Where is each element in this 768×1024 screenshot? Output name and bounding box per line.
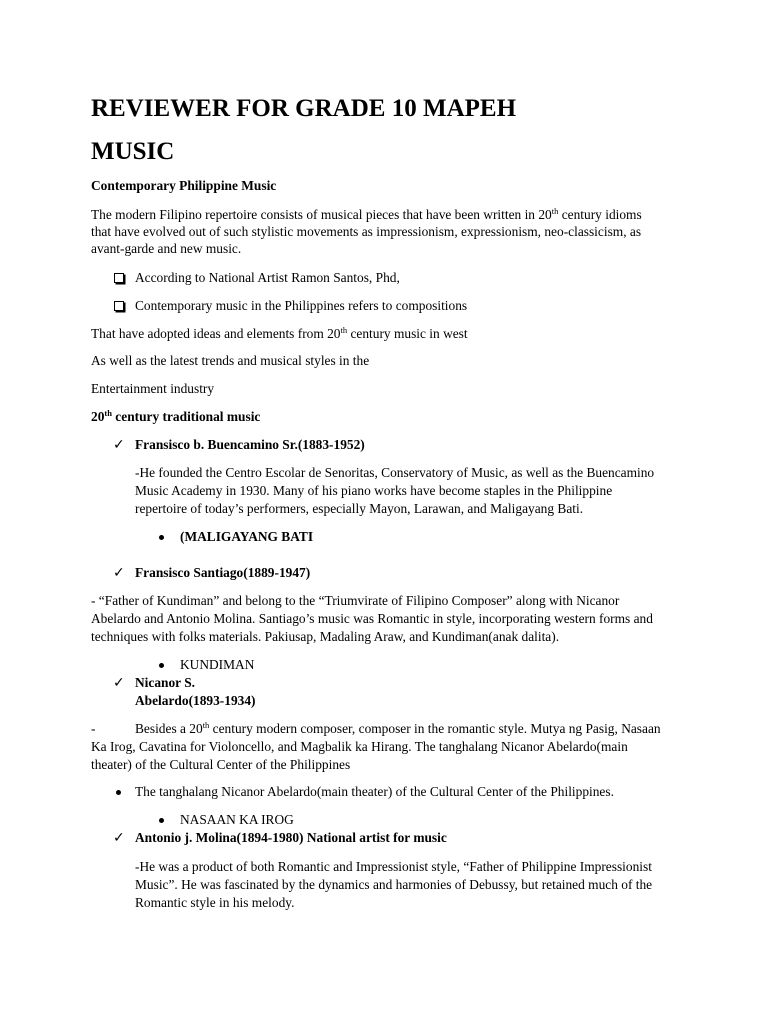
- abelardo-desc-3: theater) of the Cultural Center of the Philippines: [91, 757, 351, 772]
- composer-name-molina: Antonio j. Molina(1894-1980) National artist for music: [135, 830, 447, 845]
- para2-line-2: As well as the latest trends and musical styles in the: [91, 353, 370, 368]
- intro-sup: th: [551, 206, 559, 216]
- square-bullet-icon: [114, 301, 124, 311]
- section-heading-contemporary: Contemporary Philippine Music: [91, 178, 277, 193]
- document-title: REVIEWER FOR GRADE 10 MAPEH: [91, 95, 517, 122]
- checkmark-icon: ✓: [113, 830, 125, 846]
- bullet-dot-icon: [159, 535, 164, 540]
- section2-sup: th: [104, 408, 112, 418]
- abelardo-bullet-1: The tanghalang Nicanor Abelardo(main theater) of the Cultural Center of the Philippines.: [135, 784, 614, 799]
- abelardo-sup: th: [202, 720, 210, 730]
- abelardo-desc-1: [135, 720, 661, 738]
- square-bullet-item-2: Contemporary music in the Philippines refers to compositions: [135, 298, 468, 313]
- santiago-desc-1: - “Father of Kundiman” and belong to the “Triumvirate of Filipino Composer” along with Nicanor: [91, 593, 620, 608]
- santiago-desc-2: Abelardo and Antonio Molina. Santiago’s music was Romantic in style, incorporating western forms and: [91, 611, 653, 626]
- molina-desc-3: Romantic style in his melody.: [135, 895, 295, 910]
- composer-name-santiago: Fransisco Santiago(1889-1947): [135, 565, 311, 580]
- para2-text-b: century music in west: [347, 326, 468, 341]
- abelardo-text-b: century modern composer, composer in the romantic style. Mutya ng Pasig, Nasaan: [209, 721, 661, 736]
- para2-line-1: [91, 325, 468, 343]
- bullet-dot-icon: [159, 818, 164, 823]
- para2-text-a: That have adopted ideas and elements from 20: [91, 326, 341, 341]
- para2-sup: th: [340, 325, 348, 335]
- square-bullet-item-1: According to National Artist Ramon Santos, Phd,: [135, 270, 400, 285]
- section2-text-a: 20: [91, 409, 105, 424]
- composer-name-abelardo-1: Nicanor S.: [135, 675, 196, 690]
- buencamino-desc-3: repertoire of today’s performers, especially Mayon, Larawan, and Maligayang Bati.: [135, 501, 584, 516]
- buencamino-desc-2: Music Academy in 1930. Many of his piano works have become staples in the Philippine: [135, 483, 613, 498]
- section2-text-b: century traditional music: [111, 409, 261, 424]
- para2-line-3: Entertainment industry: [91, 381, 215, 396]
- intro-text-b: century idioms: [558, 207, 642, 222]
- intro-text-a: The modern Filipino repertoire consists of musical pieces that have been written in 20: [91, 207, 552, 222]
- molina-desc-1: -He was a product of both Romantic and Impressionist style, “Father of Philippine Impressionist: [135, 859, 652, 874]
- abelardo-desc-2: Ka Irog, Cavatina for Violoncello, and Magbalik ka Hirang. The tanghalang Nicanor Abelardo(main: [91, 739, 628, 754]
- buencamino-desc-1: -He founded the Centro Escolar de Senoritas, Conservatory of Music, as well as the Buencamino: [135, 465, 655, 480]
- document-subtitle: MUSIC: [91, 138, 175, 165]
- intro-line-3: avant-garde and new music.: [91, 241, 242, 256]
- santiago-desc-3: techniques with folks materials. Pakiusap, Madaling Araw, and Kundiman(anak dalita).: [91, 629, 560, 644]
- intro-line-1: [91, 206, 642, 224]
- abelardo-bullet-2: NASAAN KA IROG: [180, 812, 294, 827]
- bullet-dot-icon: [116, 790, 121, 795]
- bullet-dot-icon: [159, 663, 164, 668]
- checkmark-icon: ✓: [113, 675, 125, 691]
- composer-name-abelardo-2: Abelardo(1893-1934): [135, 693, 256, 708]
- santiago-bullet: KUNDIMAN: [180, 657, 255, 672]
- abelardo-text-a: Besides a 20: [135, 721, 203, 736]
- section-heading-traditional: [91, 408, 260, 426]
- checkmark-icon: ✓: [113, 565, 125, 581]
- molina-desc-2: Music”. He was fascinated by the dynamics and harmonies of Debussy, but retained much of the: [135, 877, 653, 892]
- abelardo-dash: -: [91, 721, 96, 736]
- buencamino-bullet: (MALIGAYANG BATI: [180, 529, 314, 544]
- composer-name-buencamino: Fransisco b. Buencamino Sr.(1883-1952): [135, 437, 365, 452]
- checkmark-icon: ✓: [113, 437, 125, 453]
- square-bullet-icon: [114, 273, 124, 283]
- intro-line-2: that have evolved out of such stylistic movements as impressionism, expressionism, neo-classicism, as: [91, 224, 642, 239]
